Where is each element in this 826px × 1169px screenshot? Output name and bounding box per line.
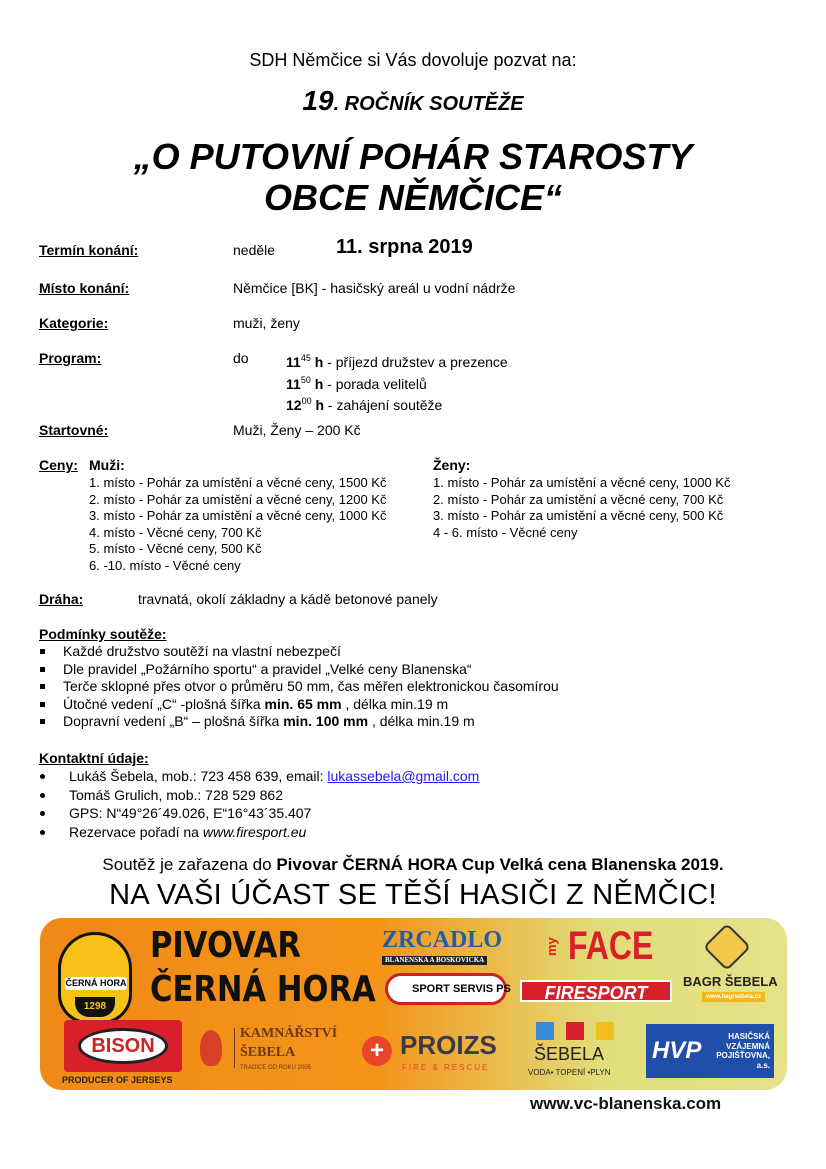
kamnarstvi-logo: KAMNÁŘSTVÍ [240,1026,338,1041]
women-label: Ženy: [433,457,471,473]
program-item: $11^{45}$ h - příjezd družstev a prezence [286,353,508,370]
bagr-logo: BAGR ŠEBELA [683,974,778,989]
condition-item: Dle pravidel „Požárního sportu“ a pravidel „Velké ceny Blanenska“ [63,661,559,679]
flame-icon [200,1030,222,1066]
myface-logo: FACE [568,924,654,968]
cerna-hora-badge: ČERNÁ HORA 1298 [58,932,132,1024]
contact-item: Rezervace pořadí na www.firesport.eu [69,823,479,842]
fee-value: Muži, Ženy – 200 Kč [233,422,361,438]
prize-item: 3. místo - Pohár za umístění a věcné ceny, 500 Kč [433,508,724,523]
gas-icon [596,1022,614,1040]
kamnarstvi-subtitle: TRADICE OD ROKU 2005 [240,1065,312,1071]
prize-item: 1. místo - Pohár za umístění a věcné ceny, 1500 Kč [89,475,387,490]
date-day: neděle [233,242,276,258]
sebela-logo: ŠEBELA [534,1044,605,1064]
divider [234,1028,235,1068]
invitation-line: SDH Němčice si Vás dovoluje pozvat na: [249,50,577,70]
myface-my: my [544,937,559,956]
contact-item: Lukáš Šebela, mob.: 723 458 639, email: lukassebela@gmail.com [69,768,480,784]
zrcadlo-subtitle: BLANENSKA A BOSKOVICKA [382,956,487,965]
bagr-url: www.bagrsebela.cz [702,992,765,1002]
program-label: Program: [39,350,102,366]
title-line-1: „O PUTOVNÍ POHÁR STAROSTY [133,136,693,177]
firesport-logo: FIRESPORT [520,980,672,1002]
pivovar-logo: PIVOVAR [150,925,302,966]
bison-subtitle: PRODUCER OF JERSEYS [62,1075,173,1085]
sponsor-banner [40,918,787,1090]
place-label: Místo konání: [39,280,130,296]
program-prefix: do [233,350,249,366]
proizs-subtitle: FIRE & RESCUE [402,1063,490,1072]
track-value: travnatá, okolí základny a kádě betonové panely [138,591,438,607]
date-value: 11. srpna 2019 [336,236,473,258]
category-label: Kategorie: [39,315,109,331]
edition-text: . ROČNÍK SOUTĚŽE [333,93,524,115]
title-line-2: OBCE NĚMČICE“ [263,177,563,218]
kamnarstvi-name: ŠEBELA [240,1045,296,1060]
program-item: $12^{00}$ h - zahájení soutěže [286,396,443,413]
men-label: Muži: [89,457,125,473]
slogan: NA VAŠI ÚČAST SE TĚŠÍ HASIČI Z NĚMČIC! [109,879,717,911]
contact-item: Tomáš Grulich, mob.: 728 529 862 [69,786,479,805]
contacts-list [69,767,479,841]
prize-item: 1. místo - Pohár za umístění a věcné ceny, 1000 Kč [433,475,731,490]
prize-item: 5. místo - Věcné ceny, 500 Kč [89,541,262,556]
women-prizes [433,475,730,541]
proizs-logo: PROIZS [400,1030,497,1060]
contact-item: GPS: N“49°26´49.026, E“16°43´35.407 [69,804,479,823]
zrcadlo-logo: ZRCADLO [382,927,503,953]
sebela-subtitle: VODA• TOPENÍ •PLYN [528,1068,611,1077]
sport-servis-logo: SPORT SERVIS PS [385,973,507,1005]
cup-line: Soutěž je zařazena do Pivovar ČERNÁ HORA Cup Velká cena Blanenska 2019. [102,855,724,874]
condition-item: Dopravní vedení „B“ – plošná šířka min. 100 mm , délka min.19 m [63,713,559,731]
prize-item: 2. místo - Pohár za umístění a věcné ceny, 700 Kč [433,491,724,507]
contacts-label: Kontaktní údaje: [39,750,149,766]
fee-label: Startovné: [39,422,109,438]
program-list [286,350,508,415]
prizes-label: Ceny: [39,457,78,473]
cerna-hora-logo: ČERNÁ HORA [150,969,376,1010]
date-label: Termín konání: [39,242,139,258]
edition-heading [0,84,826,118]
category-value: muži, ženy [233,315,300,331]
prize-item: 4. místo - Věcné ceny, 700 Kč [89,524,262,540]
prize-item: 3. místo - Pohár za umístění a věcné ceny, 1000 Kč [89,508,387,523]
excavator-icon [703,923,751,971]
condition-item: Útočné vedení „C“ -plošná šířka min. 65 mm , délka min.19 m [63,696,559,714]
program-item: $11^{50}$ h - porada velitelů [286,374,427,392]
prize-item: 6. -10. místo - Věcné ceny [89,557,241,573]
bison-logo: BISON [64,1020,182,1072]
firesport-link[interactable]: www.firesport.eu [202,823,307,840]
condition-item: Každé družstvo soutěží na vlastní nebezpečí [63,643,559,661]
edition-number: 19 [302,85,334,116]
prize-item: 2. místo - Pohár za umístění a věcné ceny, 1200 Kč [89,491,387,507]
prize-item: 4 - 6. místo - Věcné ceny [433,524,578,540]
condition-item: Terče sklopné přes otvor o průměru 50 mm, čas měřen elektronickou časomírou [63,678,559,694]
track-label: Dráha: [39,591,84,607]
email-link[interactable]: lukassebela@gmail.com [327,768,480,784]
men-prizes [89,475,386,574]
water-icon [536,1022,554,1040]
conditions-label: Podmínky soutěže: [39,626,167,642]
heating-icon [566,1022,584,1040]
place-value: Němčice [BK] - hasičský areál u vodní nádrže [233,280,516,296]
conditions-list [63,643,559,731]
cross-icon: + [362,1036,392,1066]
hvp-logo: HVP HASIČSKÁ VZÁJEMNÁ POJIŠŤOVNA, a.s. [646,1024,774,1078]
website[interactable]: www.vc-blanenska.com [530,1094,722,1113]
